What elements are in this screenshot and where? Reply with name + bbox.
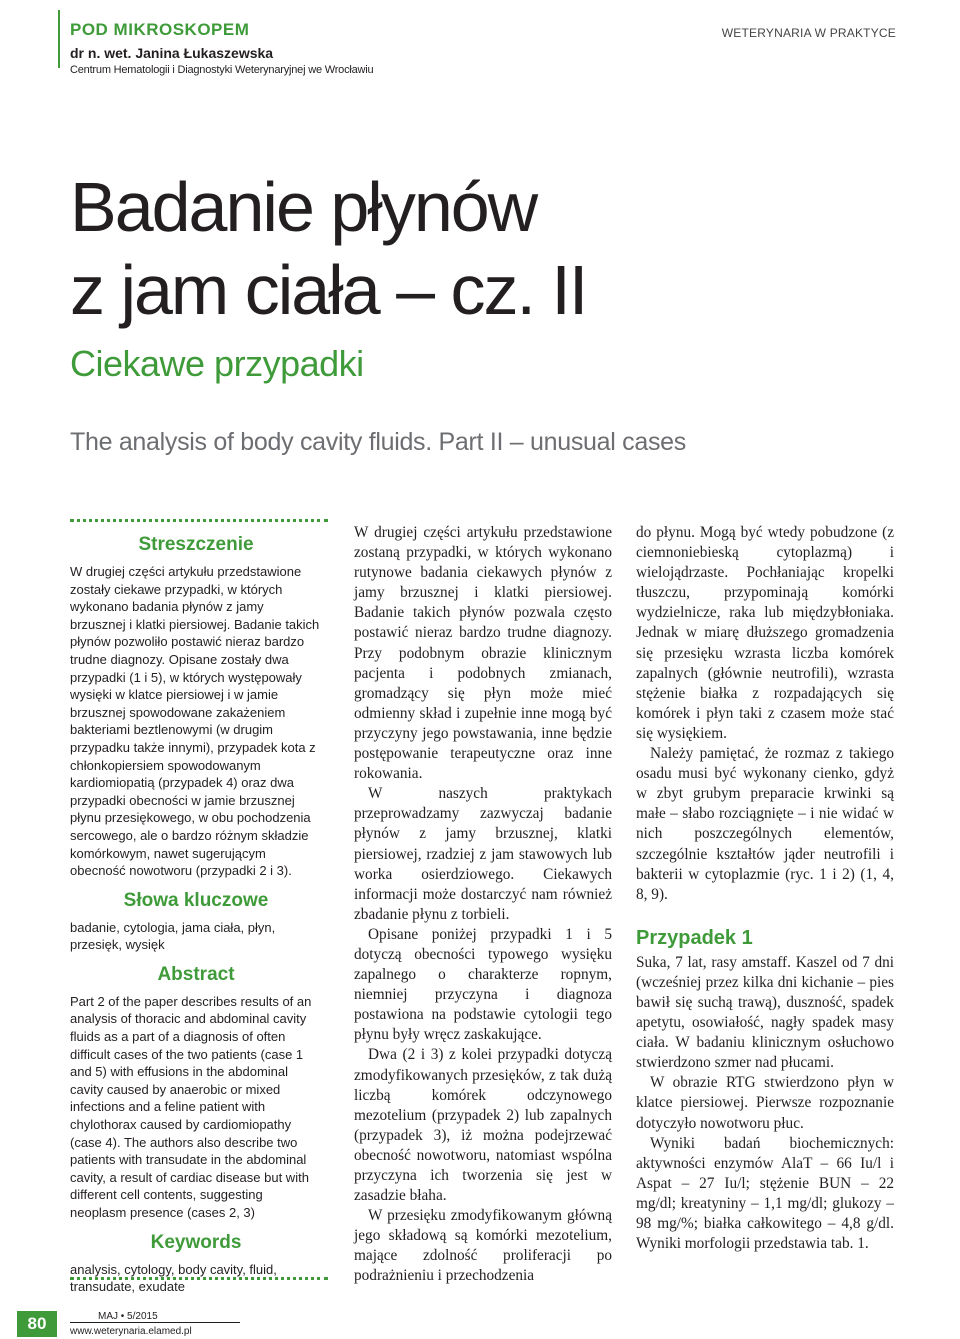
- body-paragraph: W drugiej części artykułu przedstawione zostaną przypadki, w których wykonano rutynowe badania ciekawych płynów z jamy brzusznej i klatki piersiowej. Badanie takich płynów pozwala często postawić nieraz bardzo trudne diagnozy. Przy podobnym obrazie klinicznym pacjenta i podobnych zmianach, gromadzący się płyn może mieć odmienny skład i zupełnie inne mogą być przyczyny jego powstawania, inne będzie postępowanie terapeutyczne oraz inne rokowania.: [354, 524, 612, 783]
- body-paragraph: W przesięku zmodyfikowanym główną jego składową są komórki mezotelium, mające zdolność proliferacji po podrażnieniu i przechodzenia: [354, 1207, 612, 1285]
- journal-name: WETERYNARIA W PRAKTYCE: [721, 26, 896, 40]
- body-paragraph: Dwa (2 i 3) z kolei przypadki dotyczą zmodyfikowanych przesięków, z tak dużą liczbą komórek odczynowego mezotelium (przypadek 2) lub zapalnych (przypadek 3), iż można podejrzewać obecność nowotworu, natomiast wspólna przyczyna ich tworzenia się jest w zasadzie błaha.: [354, 1046, 612, 1205]
- body-paragraph: do płynu. Mogą być wtedy pobudzone (z ciemnoniebieską cytoplazmą) i wielojądrzaste. Pochłaniając kropelki tłuszczu, przypominają komórki wydzielnicze, raka lub międzybłoniaka. Jednak w miarę dłuższego gromadzenia się przesięku wzrasta liczba komórek zapalnych (głównie neutrofili), wzrasta stężenie białka z rozpadających się komórek i płyn taki z czasem może stać się wysiękiem.: [636, 524, 894, 742]
- case-heading: Przypadek 1: [636, 926, 753, 949]
- body-paragraph: W naszych praktykach przeprowadzamy zazwyczaj badanie płynów z jamy brzusznej, klatki piersiowej, rzadziej z jam stawowych lub worka osierdziowego. Ciekawych informacji może dostarczyć nam również zbadanie płynu z torbieli.: [354, 785, 612, 923]
- sidebar-top-divider: [70, 519, 328, 522]
- keywords-heading: Słowa kluczowe: [123, 889, 269, 911]
- en-keywords-text: analysis, cytology, body cavity, fluid, transudate, exudate: [70, 1261, 277, 1295]
- footer-rule: [70, 1322, 240, 1323]
- page-number: 80: [17, 1311, 57, 1337]
- summary-sidebar: [70, 534, 322, 1304]
- body-paragraph: Suka, 7 lat, rasy amstaff. Kaszel od 7 dni (wcześniej przez kilka dni kichanie – pies bawił się suchą trawą), duszność, spadek apetytu, osowiałość, nagły spadek masy ciała. W badaniu klinicznym osłuchowo stwierdzono szmer nad płucami.: [636, 953, 894, 1072]
- abstract-heading: Abstract: [157, 963, 235, 985]
- article-title-line-2: z jam ciała – cz. II: [70, 251, 587, 329]
- en-keywords-heading: Keywords: [150, 1231, 242, 1253]
- author-name: dr n. wet. Janina Łukaszewska: [70, 45, 274, 61]
- body-paragraph: Opisane poniżej przypadki 1 i 5 dotyczą obecności typowego wysięku zapalnego o charakterze ropnym, niemniej przyczyna i diagnoza postawiona na podstawie cytologii tego płynu były wręcz zaskakujące.: [354, 925, 612, 1044]
- section-label: POD MIKROSKOPEM: [70, 20, 250, 39]
- article-title-line-1: Badanie płynów: [70, 168, 537, 246]
- abstract-text: Part 2 of the paper describes results of an analysis of thoracic and abdominal cavity fluids as a part of a diagnosis of often difficult cases of the two patients (case 1 and 5) with effusions in the abdominal cavity caused by anaerobic or mixed infections and a feline patient with chylothorax caused by cardiomiopathy (case 4). The authors also describe two patients with transudate in the abdominal cavity, a result of cardiac disease but with different cell contents, suggesting neoplasm presence (cases 2, 3): [70, 993, 312, 1220]
- body-paragraph: Należy pamiętać, że rozmaz z takiego osadu musi być wykonany cienko, gdyż w zbyt grubym preparacie krwinki są małe – słabo rozciągnięte – i nie widać w nich poszczególnych elementów, szczególnie kształtów jąder neutrofili i bakterii w cytoplazmie (ryc. 1 i 2) (1, 4, 8, 9).: [636, 745, 894, 903]
- journal-url: www.weterynaria.elamed.pl: [70, 1326, 192, 1337]
- header-accent-rule: [58, 10, 60, 68]
- summary-text: W drugiej części artykułu przedstawione zostały ciekawe przypadki, w których wykonano badania płynów z jamy brzusznej i klatki piersiowej. Badanie takich płynów pozwoliło postawić nieraz bardzo trudne diagnozy. Opisane zostały dwa przypadki (1 i 5), w których występowały wysięki w klatce piersiowej i w jamie brzusznej spowodowane zakażeniem bakteriami beztlenowymi (w drugim przypadku także innymi), przypadek kota z chłonkopiersiem spowodowanym kardiomiopatią (przypadek 4) oraz dwa przypadki obecności w jamie brzusznej płynu przesiękowego, w obu pochodzenia sercowego, ale o bardzo różnym składzie komórkowym, nawet sugerującym obecność nowotworu (przypadki 2 i 3).: [70, 564, 320, 879]
- body-column-1: [354, 523, 612, 1287]
- summary-heading: Streszczenie: [138, 534, 254, 555]
- body-paragraph: W obrazie RTG stwierdzono płyn w klatce piersiowej. Pierwsze rozpoznanie dotyczyło nowotworu płuc.: [636, 1074, 894, 1132]
- body-column-2: [636, 523, 894, 1254]
- body-paragraph: Wyniki badań biochemicznych: aktywności enzymów AlaT – 66 Iu/l i Aspat – 27 Iu/l; stężenie BUN – 22 mg/dl; kreatyniny – 1,1 mg/dl; glukozy – 98 mg/%; białka całkowitego – 4,8 g/dl. Wyniki morfologii przedstawia tab. 1.: [636, 1134, 894, 1253]
- issue-date: MAJ • 5/2015: [98, 1311, 158, 1322]
- article-subtitle: Ciekawe przypadki: [70, 343, 364, 384]
- sidebar-bottom-divider: [70, 1277, 328, 1280]
- author-affiliation: Centrum Hematologii i Diagnostyki Weterynaryjnej we Wrocławiu: [70, 64, 374, 76]
- english-title: The analysis of body cavity fluids. Part II – unusual cases: [70, 428, 686, 456]
- keywords-text: badanie, cytologia, jama ciała, płyn, przesięk, wysięk: [70, 919, 276, 953]
